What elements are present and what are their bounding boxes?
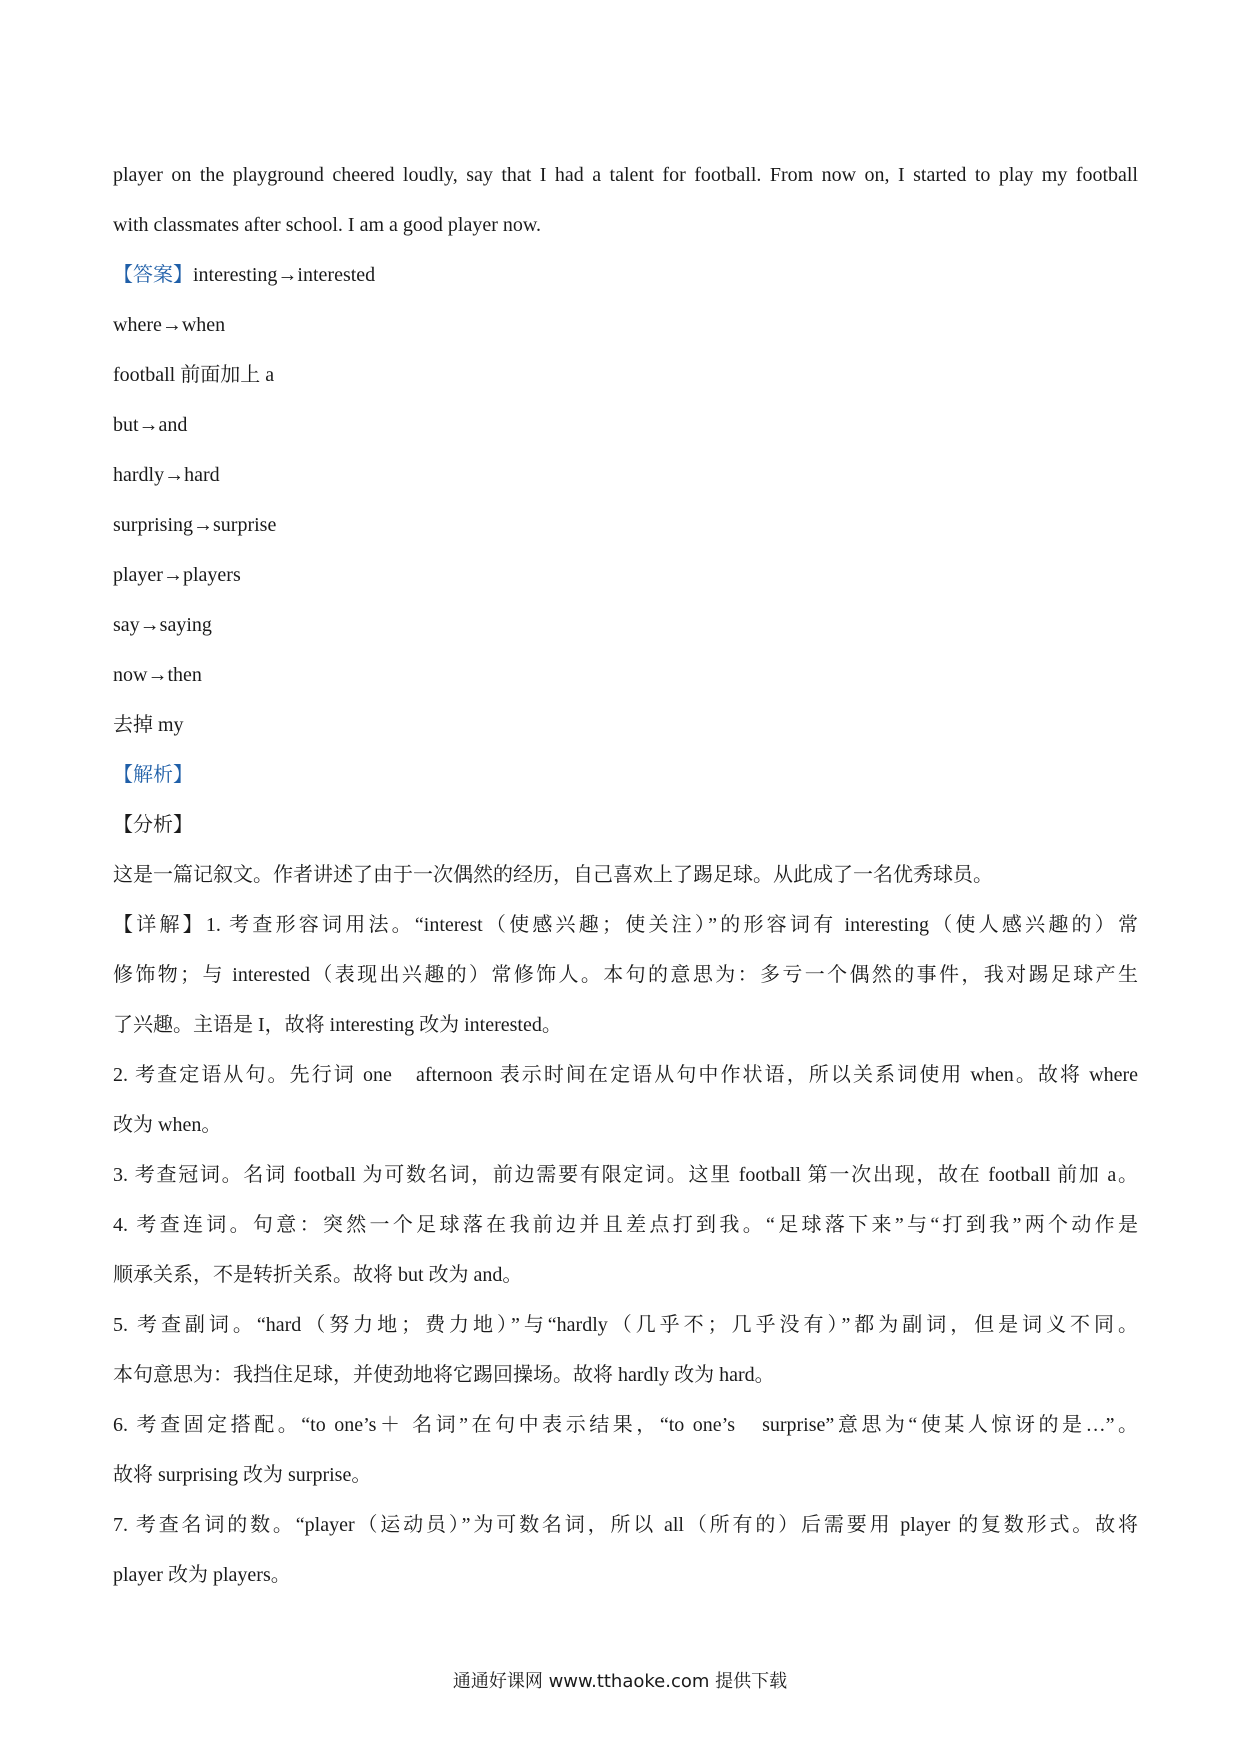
passage-line-2: with classmates after school. I am a good player now. bbox=[113, 214, 542, 236]
page-footer: 通通好课网 www.tthaoke.com 提供下载 bbox=[452, 1671, 788, 1692]
answer-label: 【答案】 bbox=[113, 264, 193, 286]
detail-line: 5. 考查副词。“hard（努力地；费力地）”与“hardly（几乎不；几乎没有）”都为副词，但是词义不同。 bbox=[113, 1314, 1138, 1336]
detail-line: 了兴趣。主语是 I，故将 interesting 改为 interested。 bbox=[113, 1014, 562, 1036]
detail-line: 故将 surprising 改为 surprise。 bbox=[113, 1464, 372, 1486]
detail-line: 改为 when。 bbox=[113, 1114, 222, 1136]
detail-line: player 改为 players。 bbox=[113, 1564, 291, 1586]
answer-item: player→players bbox=[113, 564, 241, 586]
detail-line: 3. 考查冠词。名词 football 为可数名词，前边需要有限定词。这里 football 第一次出现，故在 football 前加 a。 bbox=[113, 1164, 1138, 1186]
document-body bbox=[113, 150, 1138, 1600]
answer-item: 去掉 my bbox=[113, 714, 184, 736]
passage-line-1: player on the playground cheered loudly, say that I had a talent for football. From now on, I started to play my football bbox=[113, 164, 1138, 186]
detail-line: 本句意思为：我挡住足球，并使劲地将它踢回操场。故将 hardly 改为 hard。 bbox=[113, 1364, 775, 1386]
detail-line: 顺承关系，不是转折关系。故将 but 改为 and。 bbox=[113, 1264, 523, 1286]
detail-line: 修饰物；与 interested（表现出兴趣的）常修饰人。本句的意思为：多亏一个偶然的事件，我对踢足球产生 bbox=[113, 964, 1138, 986]
detail-line: 【详解】1. 考查形容词用法。“interest（使感兴趣；使关注）”的形容词有 interesting（使人感兴趣的）常 bbox=[113, 914, 1138, 936]
analysis-label: 【解析】 bbox=[113, 764, 193, 786]
analysis-sub-label: 【分析】 bbox=[113, 814, 193, 836]
answer-item: say→saying bbox=[113, 614, 212, 636]
answer-item: football 前面加上 a bbox=[113, 364, 275, 386]
answer-item: but→and bbox=[113, 414, 188, 436]
answer-item: surprising→surprise bbox=[113, 514, 277, 536]
detail-line: 2. 考查定语从句。先行词 one afternoon 表示时间在定语从句中作状语，所以关系词使用 when。故将 where bbox=[113, 1064, 1138, 1086]
answer-item: now→then bbox=[113, 664, 202, 686]
answer-item: where→when bbox=[113, 314, 226, 336]
analysis-summary: 这是一篇记叙文。作者讲述了由于一次偶然的经历，自己喜欢上了踢足球。从此成了一名优秀球员。 bbox=[113, 864, 993, 886]
answer-item: interesting→interested bbox=[193, 264, 376, 286]
detail-line: 7. 考查名词的数。“player（运动员）”为可数名词，所以 all（所有的）后需要用 player 的复数形式。故将 bbox=[113, 1514, 1138, 1536]
answer-heading bbox=[113, 250, 1138, 300]
detail-line: 6. 考查固定搭配。“to one’s＋ 名词”在句中表示结果，“to one’s surprise”意思为“使某人惊讶的是…”。 bbox=[113, 1414, 1138, 1436]
detail-line: 4. 考查连词。句意：突然一个足球落在我前边并且差点打到我。“足球落下来”与“打到我”两个动作是 bbox=[113, 1214, 1138, 1236]
answer-item: hardly→hard bbox=[113, 464, 220, 486]
